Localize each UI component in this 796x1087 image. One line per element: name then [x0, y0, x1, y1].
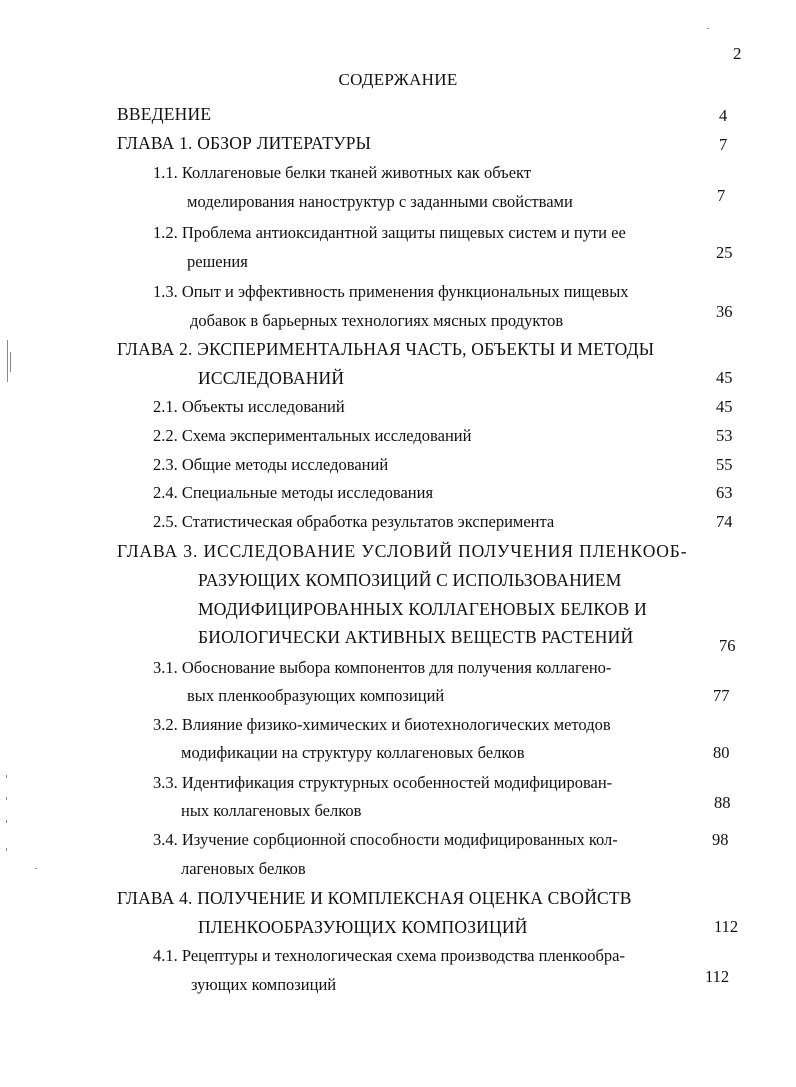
- toc-entry-page: 36: [716, 302, 733, 321]
- toc-entry-text: ВВЕДЕНИЕ: [117, 104, 212, 124]
- toc-entry-text: МОДИФИЦИРОВАННЫХ КОЛЛАГЕНОВЫХ БЕЛКОВ И: [198, 599, 647, 619]
- toc-entry-page: 98: [712, 830, 729, 849]
- toc-entry-text: вых пленкообразующих композиций: [187, 686, 445, 705]
- toc-entry-text: 3.1. Обоснование выбора компонентов для получения коллагено-: [153, 658, 612, 677]
- toc-entry-page: 25: [716, 243, 733, 262]
- toc-entry-text: 2.4. Специальные методы исследования: [153, 483, 434, 502]
- toc-entry-text: 2.3. Общие методы исследований: [153, 455, 389, 474]
- toc-entry-text: 3.4. Изучение сорбционной способности модифицированных кол-: [153, 830, 618, 849]
- toc-entry-text: 1.2. Проблема антиоксидантной защиты пищевых систем и пути ее: [153, 223, 626, 242]
- scan-mark: [6, 848, 7, 851]
- toc-entry-text: 2.5. Статистическая обработка результатов эксперимента: [153, 512, 555, 531]
- toc-entry-text: 3.3. Идентификация структурных особенностей модифицирован-: [153, 773, 613, 792]
- toc-entry-text: добавок в барьерных технологиях мясных продуктов: [190, 311, 564, 330]
- toc-entry-text: моделирования наноструктур с заданными свойствами: [187, 192, 573, 211]
- scan-mark: [10, 352, 11, 372]
- toc-entry-page: 55: [716, 455, 733, 474]
- toc-entry-page: 7: [717, 186, 726, 205]
- toc-entry-page: 45: [716, 368, 733, 387]
- toc-entry-page: 4: [719, 106, 728, 125]
- toc-entry-text: ГЛАВА 2. ЭКСПЕРИМЕНТАЛЬНАЯ ЧАСТЬ, ОБЪЕКТЫ И МЕТОДЫ: [117, 339, 655, 359]
- toc-entry-page: 77: [713, 686, 730, 705]
- scan-mark: [6, 820, 7, 823]
- scan-mark: [707, 28, 709, 29]
- toc-entry-page: 80: [713, 743, 730, 762]
- toc-entry-text: лагеновых белков: [181, 859, 306, 878]
- toc-entry-text: 3.2. Влияние физико-химических и биотехнологических методов: [153, 715, 611, 734]
- toc-entry-text: ГЛАВА 3. ИССЛЕДОВАНИЕ УСЛОВИЙ ПОЛУЧЕНИЯ ПЛЕНКООБ-: [117, 541, 688, 561]
- scan-mark: [35, 868, 37, 869]
- toc-entry-page: 112: [705, 967, 730, 986]
- toc-entry-text: 1.3. Опыт и эффективность применения функциональных пищевых: [153, 282, 629, 301]
- scan-mark: [6, 797, 7, 800]
- toc-title: СОДЕРЖАНИЕ: [338, 70, 458, 89]
- toc-entry-text: ГЛАВА 1. ОБЗОР ЛИТЕРАТУРЫ: [117, 133, 372, 153]
- toc-entry-page: 45: [716, 397, 733, 416]
- toc-entry-text: 4.1. Рецептуры и технологическая схема производства пленкообра-: [153, 946, 625, 965]
- toc-entry-text: БИОЛОГИЧЕСКИ АКТИВНЫХ ВЕЩЕСТВ РАСТЕНИЙ: [198, 627, 634, 647]
- toc-entry-text: ГЛАВА 4. ПОЛУЧЕНИЕ И КОМПЛЕКСНАЯ ОЦЕНКА СВОЙСТВ: [117, 888, 632, 908]
- toc-entry-page: 76: [719, 636, 736, 655]
- scan-mark: [6, 775, 7, 778]
- toc-entry-page: 112: [714, 917, 739, 936]
- toc-entry-page: 53: [716, 426, 733, 445]
- toc-entry-page: 7: [719, 135, 728, 154]
- toc-entry-text: модификации на структуру коллагеновых белков: [181, 743, 525, 762]
- page-number: 2: [733, 44, 742, 63]
- scan-mark: [7, 340, 8, 382]
- toc-entry-text: 1.1. Коллагеновые белки тканей животных как объект: [153, 163, 532, 182]
- toc-entry-text: 2.2. Схема экспериментальных исследований: [153, 426, 472, 445]
- toc-entry-page: 88: [714, 793, 731, 812]
- toc-entry-text: решения: [187, 252, 248, 271]
- toc-entry-text: зующих композиций: [191, 975, 337, 994]
- toc-entry-text: ных коллагеновых белков: [181, 801, 362, 820]
- toc-entry-page: 63: [716, 483, 733, 502]
- toc-entry-text: ПЛЕНКООБРАЗУЮЩИХ КОМПОЗИЦИЙ: [198, 917, 528, 937]
- toc-entry-page: 74: [716, 512, 733, 531]
- toc-entry-text: РАЗУЮЩИХ КОМПОЗИЦИЙ С ИСПОЛЬЗОВАНИЕМ: [198, 570, 622, 590]
- toc-entry-text: 2.1. Объекты исследований: [153, 397, 345, 416]
- toc-entry-text: ИССЛЕДОВАНИЙ: [198, 368, 345, 388]
